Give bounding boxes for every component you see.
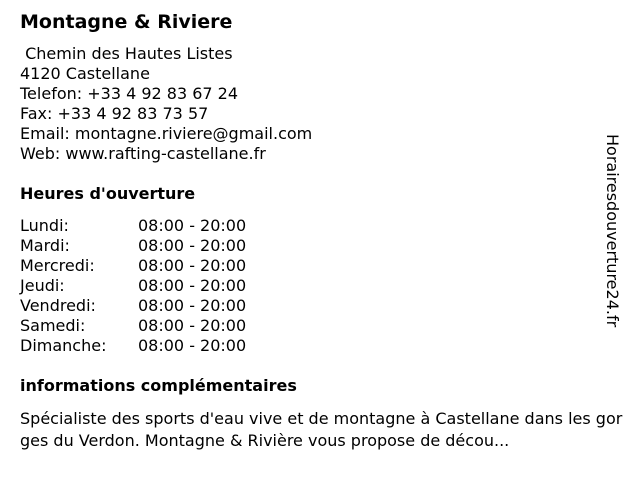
email-address: Email: montagne.riviere@gmail.com (20, 124, 313, 143)
info-description (20, 408, 628, 452)
hours-row-saturday (20, 316, 630, 336)
day-label: Jeudi: (20, 276, 65, 295)
hours-row-wednesday (20, 256, 630, 276)
contact-block (20, 44, 630, 164)
info-heading: informations complémentaires (20, 376, 297, 395)
hours-row-monday (20, 216, 630, 236)
business-card (20, 0, 630, 452)
time-range: 08:00 - 20:00 (138, 236, 247, 255)
day-label: Mardi: (20, 236, 70, 255)
site-watermark: Horairesdouverture24.fr (603, 134, 622, 328)
time-range: 08:00 - 20:00 (138, 336, 247, 355)
time-range: 08:00 - 20:00 (138, 296, 247, 315)
info-line-1: Spécialiste des sports d'eau vive et de montagne à Castellane dan (20, 409, 555, 428)
website-url: Web: www.rafting-castellane.fr (20, 144, 266, 163)
time-range: 08:00 - 20:00 (138, 256, 247, 275)
fax-number: Fax: +33 4 92 83 73 57 (20, 104, 209, 123)
address-city: 4120 Castellane (20, 64, 150, 83)
address-street: Chemin des Hautes Listes (20, 44, 233, 63)
day-label: Dimanche: (20, 336, 107, 355)
info-line-2: s les gorges du Verdon. Montagne & Rivière vous propose de décou... (20, 409, 623, 450)
hours-row-friday (20, 296, 630, 316)
day-label: Mercredi: (20, 256, 95, 275)
hours-row-thursday (20, 276, 630, 296)
opening-hours-list (20, 216, 630, 356)
time-range: 08:00 - 20:00 (138, 276, 247, 295)
hours-row-tuesday (20, 236, 630, 256)
business-name: Montagne & Riviere (20, 11, 233, 33)
hours-row-sunday (20, 336, 630, 356)
phone-number: Telefon: +33 4 92 83 67 24 (20, 84, 239, 103)
time-range: 08:00 - 20:00 (138, 216, 247, 235)
day-label: Lundi: (20, 216, 69, 235)
hours-heading: Heures d'ouverture (20, 184, 196, 203)
time-range: 08:00 - 20:00 (138, 316, 247, 335)
day-label: Samedi: (20, 316, 86, 335)
day-label: Vendredi: (20, 296, 96, 315)
